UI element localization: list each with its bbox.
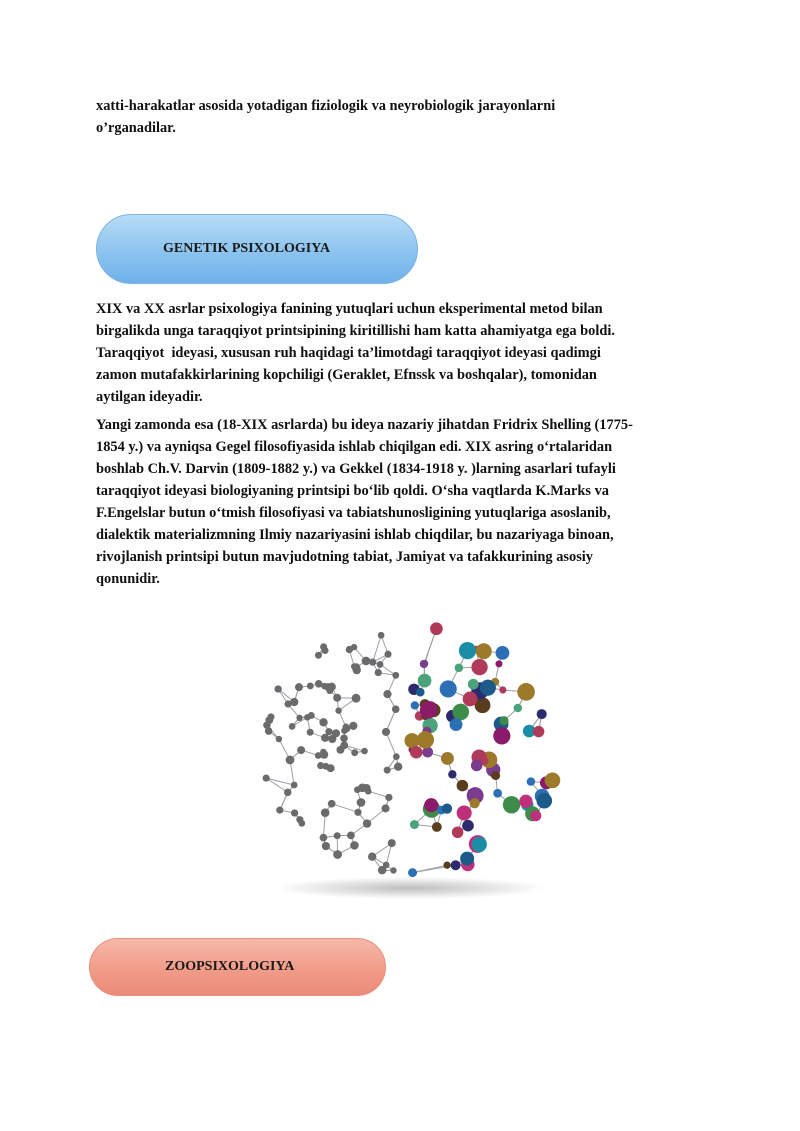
network-node — [503, 796, 520, 813]
network-node — [480, 680, 496, 696]
network-node — [296, 715, 302, 721]
network-node — [530, 810, 541, 821]
network-node — [349, 722, 357, 730]
network-node — [514, 704, 522, 712]
network-node — [383, 862, 390, 869]
network-node — [322, 763, 329, 770]
network-node — [417, 731, 434, 748]
genetik-paragraph-2 — [96, 414, 708, 590]
network-node — [384, 651, 391, 658]
network-node — [353, 666, 361, 674]
genetik-p2-line-7: rivojlanish printsipi butun mavjudotning tabiat, Jamiyat va tafakkurining asosiy — [96, 549, 593, 565]
intro-paragraph — [96, 95, 708, 139]
network-node — [392, 672, 399, 679]
network-node — [358, 783, 367, 792]
network-node — [347, 832, 355, 840]
network-node — [357, 798, 366, 807]
network-node — [457, 805, 472, 820]
network-node — [394, 763, 402, 771]
genetik-p1-line-1: XIX va XX asrlar psixologiya fanining yutuqlari uchun eksperimental metod bilan — [96, 301, 603, 317]
network-node — [291, 782, 298, 789]
network-node — [545, 772, 561, 788]
network-node — [493, 727, 510, 744]
network-node — [390, 867, 396, 873]
network-node — [333, 694, 341, 702]
network-node — [346, 646, 353, 653]
network-node — [343, 723, 350, 730]
genetik-p2-line-6: dialektik materializmning Ilmiy nazariyasini ishlab chiqdilar, bu nazariyaga binoan, — [96, 527, 614, 543]
genetik-p2-line-1: Yangi zamonda esa (18-XIX asrlarda) bu ideya nazariy jihatdan Fridrix Shelling (1775- — [96, 417, 633, 433]
genetik-p2-line-5: F.Engelslar butun o‘tmish filosofiyasi va tabiatshunosligining yutuqlariga asoslanib, — [96, 505, 611, 521]
network-node — [536, 793, 552, 809]
network-node — [276, 736, 282, 742]
network-node — [471, 760, 483, 772]
network-node — [335, 707, 341, 713]
network-node — [375, 669, 382, 676]
network-node — [416, 688, 425, 697]
network-node — [388, 839, 396, 847]
network-node — [340, 734, 348, 742]
network-node — [420, 701, 437, 718]
genetik-title: GENETIK PSIXOLOGIYA — [163, 241, 331, 256]
network-node — [533, 726, 544, 737]
network-node — [328, 800, 336, 808]
network-node — [441, 752, 454, 765]
network-node — [333, 850, 342, 859]
network-node — [307, 683, 314, 690]
network-node — [459, 642, 476, 659]
network-node — [274, 685, 281, 692]
network-node — [537, 709, 547, 719]
network-node — [442, 804, 452, 814]
network-node — [410, 820, 419, 829]
network-node — [363, 819, 371, 827]
network-node — [296, 816, 303, 823]
network-node — [291, 809, 298, 816]
network-node — [430, 622, 443, 635]
network-node — [297, 746, 305, 754]
network-node — [340, 741, 348, 749]
network-node — [307, 729, 314, 736]
network-node — [410, 746, 423, 759]
genetik-p1-line-4: zamon mutafakkirlarining kopchiligi (Geraklet, Efnssk va boshqalar), tomonidan — [96, 367, 597, 383]
network-node — [499, 686, 506, 693]
network-node — [496, 646, 510, 660]
network-node — [276, 807, 283, 814]
network-node — [472, 837, 487, 852]
network-node — [460, 852, 474, 866]
network-node — [420, 660, 428, 668]
network-node — [432, 822, 442, 832]
network-node — [284, 789, 291, 796]
network-node — [289, 723, 296, 730]
network-node — [315, 652, 322, 659]
network-node — [350, 841, 359, 850]
network-node — [411, 701, 419, 709]
network-node — [451, 860, 461, 870]
network-node — [517, 683, 535, 701]
network-node — [319, 718, 327, 726]
genetik-p2-line-8: qonunidir. — [96, 571, 160, 587]
network-node — [470, 798, 480, 808]
genetik-p1-line-2: birgalikda unga taraqqiyot printsipining kiritillishi ham katta ahamiyatga ega boldi. — [96, 323, 615, 339]
network-node — [443, 862, 450, 869]
network-node — [321, 808, 330, 817]
network-node — [385, 794, 392, 801]
network-node — [455, 664, 464, 673]
network-node — [315, 680, 323, 688]
network-node — [471, 659, 487, 675]
brain-shadow — [275, 877, 545, 899]
network-node — [468, 679, 479, 690]
genetik-p2-line-3: boshlab Ch.V. Darvin (1809-1882 y.) va Gekkel (1834-1918 y. )larning asarlari tufayli — [96, 461, 616, 477]
network-node — [325, 728, 332, 735]
intro-line-1: xatti-harakatlar asosida yotadigan fiziologik va neyrobiologik jarayonlarni — [96, 98, 556, 114]
network-node — [493, 789, 502, 798]
genetik-p2-line-2: 1854 y.) va ayniqsa Gegel filosofiyasida ishlab chiqilgan edi. XIX asring o‘rtalaridan — [96, 439, 613, 455]
genetik-psixologiya-banner — [96, 214, 418, 284]
network-node — [476, 643, 492, 659]
zoopsixologiya-banner — [89, 938, 386, 996]
network-node — [320, 834, 328, 842]
genetik-paragraph-1 — [96, 298, 708, 408]
network-node — [378, 632, 385, 639]
network-node — [352, 694, 361, 703]
network-node — [286, 756, 295, 765]
network-node — [368, 853, 376, 861]
network-node — [448, 770, 456, 778]
network-node — [408, 868, 417, 877]
network-node — [440, 680, 457, 697]
network-node — [328, 735, 336, 743]
network-node — [392, 705, 400, 713]
network-node — [424, 798, 438, 812]
network-node — [418, 674, 432, 688]
network-node — [519, 795, 532, 808]
genetik-p1-line-3: Taraqqiyot ideyasi, xususan ruh haqidagi ta’limotdagi taraqqiyot ideyasi qadimgi — [96, 345, 601, 361]
network-node — [382, 728, 390, 736]
network-node — [452, 826, 464, 838]
network-node — [377, 661, 384, 668]
network-node — [382, 804, 390, 812]
network-node — [315, 752, 322, 759]
intro-line-2: o’rganadilar. — [96, 120, 176, 136]
network-node — [463, 692, 478, 707]
zoo-title: ZOOPSIXOLOGIYA — [165, 959, 295, 974]
network-node — [491, 771, 500, 780]
network-node — [383, 690, 391, 698]
network-node — [285, 700, 292, 707]
network-node — [500, 716, 509, 725]
genetik-p1-line-5: aytilgan ideyadir. — [96, 389, 203, 405]
network-node — [384, 767, 391, 774]
network-node — [263, 721, 271, 729]
network-node — [450, 718, 463, 731]
network-node — [326, 687, 333, 694]
brain-network-icon — [250, 620, 570, 900]
network-node — [351, 749, 358, 756]
network-node — [457, 780, 469, 792]
network-link — [266, 778, 294, 785]
network-node — [320, 643, 327, 650]
network-node — [393, 753, 400, 760]
network-node — [495, 660, 502, 667]
network-link — [332, 804, 358, 813]
network-node — [304, 714, 310, 720]
network-node — [452, 704, 469, 721]
genetik-p2-line-4: taraqqiyot ideyasi biologiyaning printsipi bo‘lib qoldi. O‘sha vaqtlarda K.Marks va — [96, 483, 609, 499]
network-node — [462, 820, 474, 832]
network-node — [361, 748, 368, 755]
network-node — [354, 809, 361, 816]
network-node — [369, 659, 376, 666]
network-node — [263, 775, 270, 782]
network-node — [334, 832, 341, 839]
network-node — [322, 842, 330, 850]
network-node — [527, 777, 535, 785]
network-node — [295, 683, 303, 691]
network-node — [362, 657, 371, 666]
